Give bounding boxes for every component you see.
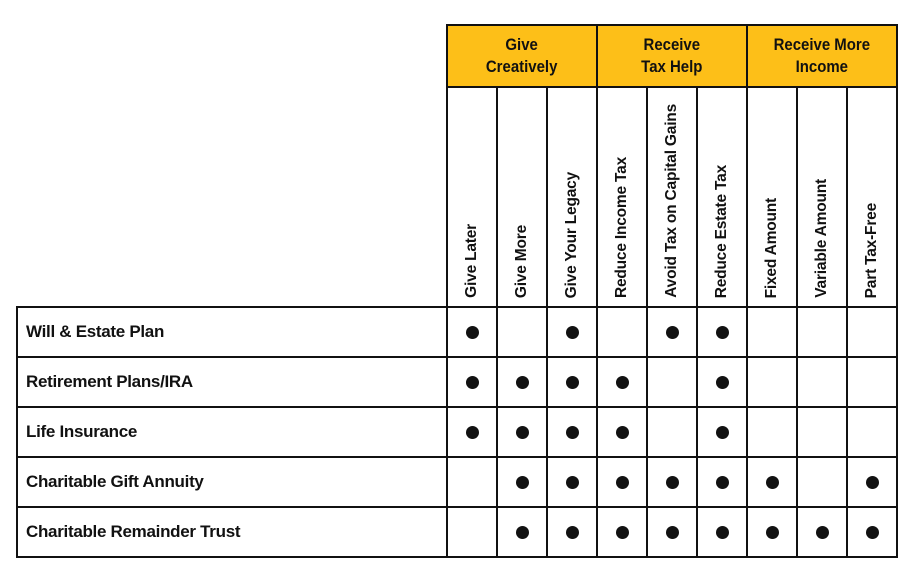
table-cell bbox=[796, 356, 848, 408]
table-cell bbox=[446, 306, 498, 358]
check-dot-icon bbox=[566, 476, 579, 489]
check-dot-icon bbox=[666, 326, 679, 339]
table-cell bbox=[646, 506, 698, 558]
check-dot-icon bbox=[666, 476, 679, 489]
check-dot-icon bbox=[816, 526, 829, 539]
table-cell bbox=[746, 456, 798, 508]
check-dot-icon bbox=[666, 526, 679, 539]
column-header bbox=[846, 86, 898, 308]
table-cell bbox=[846, 406, 898, 458]
group-header-label: Income bbox=[795, 57, 849, 76]
check-dot-icon bbox=[866, 526, 879, 539]
column-header-label: Fixed Amount bbox=[763, 197, 780, 298]
table-cell bbox=[796, 506, 848, 558]
check-dot-icon bbox=[716, 326, 729, 339]
table-cell bbox=[446, 406, 498, 458]
column-header-label: Reduce Income Tax bbox=[613, 156, 630, 298]
table-cell bbox=[596, 306, 648, 358]
column-header-label: Give Later bbox=[463, 224, 480, 298]
row-label bbox=[16, 406, 448, 458]
check-dot-icon bbox=[716, 426, 729, 439]
check-dot-icon bbox=[766, 526, 779, 539]
table-cell bbox=[596, 506, 648, 558]
table-cell bbox=[696, 506, 748, 558]
group-header-label: Creatively bbox=[486, 57, 558, 76]
table-cell bbox=[646, 406, 698, 458]
check-dot-icon bbox=[616, 476, 629, 489]
row-label-text: Retirement Plans/IRA bbox=[26, 372, 193, 391]
table-cell bbox=[796, 406, 848, 458]
table-cell bbox=[546, 306, 598, 358]
group-header bbox=[446, 24, 598, 88]
check-dot-icon bbox=[716, 526, 729, 539]
table-cell bbox=[696, 356, 748, 408]
column-header bbox=[746, 86, 798, 308]
check-dot-icon bbox=[566, 326, 579, 339]
table-cell bbox=[846, 356, 898, 408]
table-cell bbox=[446, 456, 498, 508]
row-label-text: Will & Estate Plan bbox=[26, 322, 165, 341]
column-header bbox=[696, 86, 748, 308]
group-header bbox=[596, 24, 748, 88]
group-header bbox=[746, 24, 898, 88]
table-cell bbox=[546, 356, 598, 408]
check-dot-icon bbox=[566, 426, 579, 439]
table-cell bbox=[746, 506, 798, 558]
check-dot-icon bbox=[466, 376, 479, 389]
column-header-label: Part Tax-Free bbox=[863, 202, 880, 298]
check-dot-icon bbox=[616, 376, 629, 389]
table-cell bbox=[746, 356, 798, 408]
table-cell bbox=[496, 356, 548, 408]
table-cell bbox=[746, 306, 798, 358]
group-header-label: Give bbox=[505, 35, 539, 54]
column-header bbox=[596, 86, 648, 308]
table-cell bbox=[546, 506, 598, 558]
column-header-label: Avoid Tax on Capital Gains bbox=[663, 104, 680, 298]
check-dot-icon bbox=[516, 426, 529, 439]
check-dot-icon bbox=[566, 376, 579, 389]
table-cell bbox=[796, 456, 848, 508]
column-header bbox=[546, 86, 598, 308]
column-header-label: Give Your Legacy bbox=[563, 171, 580, 298]
column-header bbox=[796, 86, 848, 308]
table-cell bbox=[496, 506, 548, 558]
table-cell bbox=[496, 306, 548, 358]
column-header bbox=[446, 86, 498, 308]
row-label bbox=[16, 456, 448, 508]
column-header-label: Give More bbox=[513, 224, 530, 298]
table-cell bbox=[696, 406, 748, 458]
row-label-text: Charitable Gift Annuity bbox=[26, 472, 204, 491]
table-cell bbox=[846, 456, 898, 508]
row-label bbox=[16, 306, 448, 358]
check-dot-icon bbox=[866, 476, 879, 489]
table-cell bbox=[596, 406, 648, 458]
table-cell bbox=[646, 456, 698, 508]
column-header-label: Variable Amount bbox=[813, 179, 830, 298]
table-cell bbox=[846, 506, 898, 558]
check-dot-icon bbox=[466, 326, 479, 339]
check-dot-icon bbox=[616, 526, 629, 539]
table-cell bbox=[846, 306, 898, 358]
table-cell bbox=[596, 456, 648, 508]
table-cell bbox=[546, 456, 598, 508]
check-dot-icon bbox=[716, 376, 729, 389]
check-dot-icon bbox=[766, 476, 779, 489]
check-dot-icon bbox=[516, 476, 529, 489]
table-cell bbox=[446, 506, 498, 558]
check-dot-icon bbox=[516, 376, 529, 389]
column-header bbox=[496, 86, 548, 308]
column-header-label: Reduce Estate Tax bbox=[713, 164, 730, 298]
group-header-label: Receive More bbox=[773, 35, 871, 54]
table-cell bbox=[446, 356, 498, 408]
check-dot-icon bbox=[716, 476, 729, 489]
table-cell bbox=[646, 356, 698, 408]
group-header-label: Tax Help bbox=[641, 57, 703, 76]
table-cell bbox=[796, 306, 848, 358]
table-cell bbox=[696, 306, 748, 358]
row-label bbox=[16, 356, 448, 408]
table-cell bbox=[646, 306, 698, 358]
row-label-text: Life Insurance bbox=[26, 422, 138, 441]
check-dot-icon bbox=[616, 426, 629, 439]
group-header-label: Receive bbox=[643, 35, 701, 54]
table-cell bbox=[496, 406, 548, 458]
check-dot-icon bbox=[516, 526, 529, 539]
row-label bbox=[16, 506, 448, 558]
column-header bbox=[646, 86, 698, 308]
table-cell bbox=[596, 356, 648, 408]
check-dot-icon bbox=[566, 526, 579, 539]
table-cell bbox=[746, 406, 798, 458]
check-dot-icon bbox=[466, 426, 479, 439]
table-cell bbox=[696, 456, 748, 508]
row-label-text: Charitable Remainder Trust bbox=[26, 522, 241, 541]
table-cell bbox=[496, 456, 548, 508]
table-cell bbox=[546, 406, 598, 458]
